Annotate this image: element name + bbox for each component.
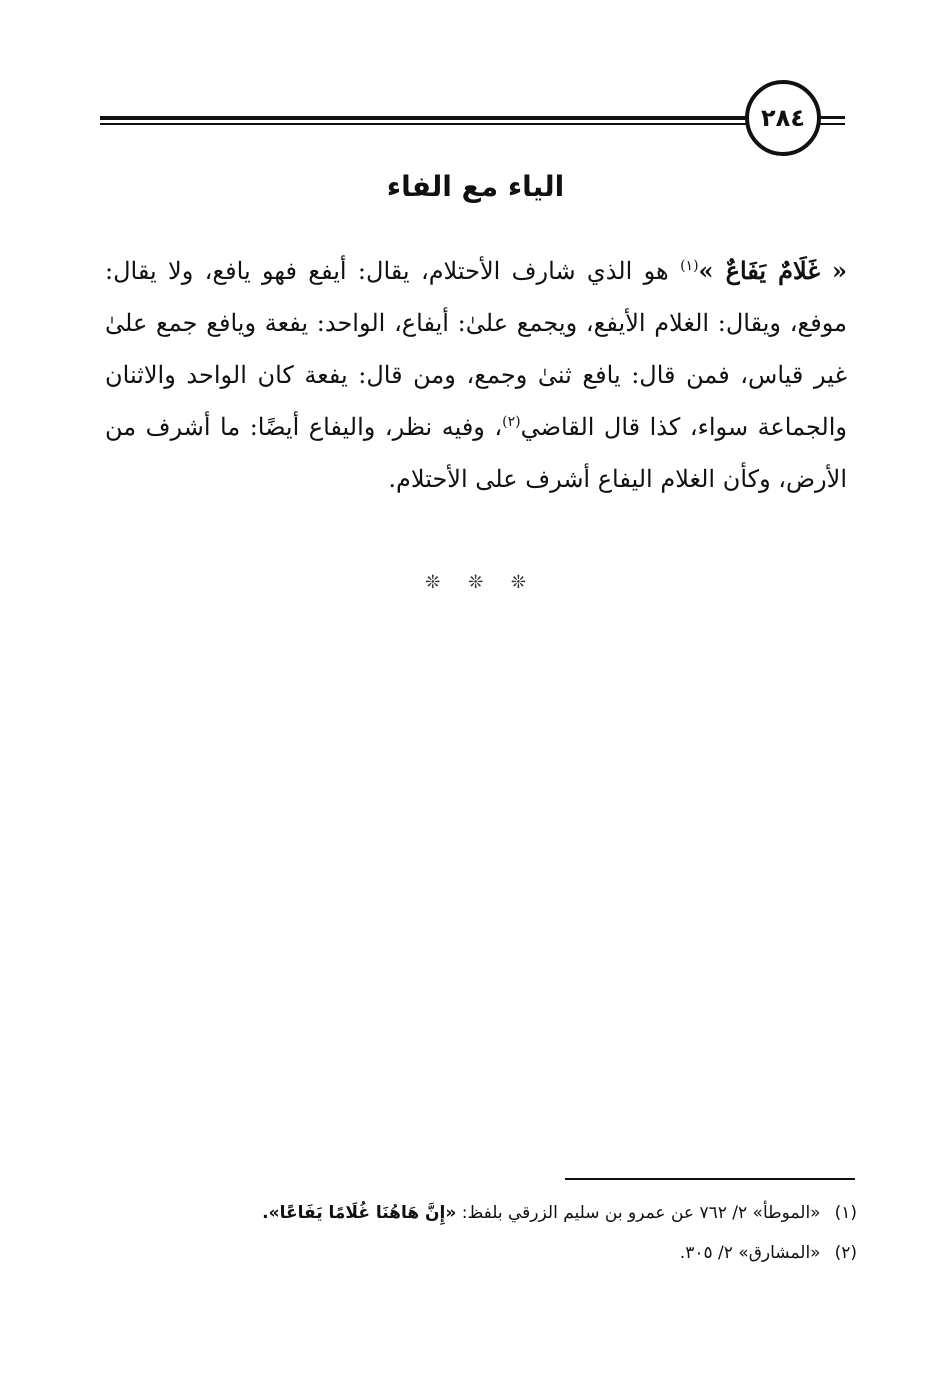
paragraph-text-1: هو الذي شارف الأحتلام، يقال: أيفع فهو يافع، ولا يقال: موفع، ويقال: الغلام الأيفع، ويجمع علىٰ: أيفاع، الواحد: يفعة ويافع جمع علىٰ غير قياس، فمن قال: يافع ثنىٰ وجمع، ومن قال: يفعة كان الواحد والاثنان والجماعة سواء، كذا قال القاضي: [105, 257, 847, 441]
footnote-citation: «الموطأ» ٢/ ٧٦٢ عن عمرو بن سليم الزرقي بلفظ:: [456, 1203, 821, 1223]
header-rule-thick: [100, 116, 760, 120]
footnote-text: «المشارق» ٢/ ٣٠٥.: [679, 1243, 821, 1263]
footnote-number: (١): [834, 1203, 857, 1223]
footnote-ref-1[interactable]: (١): [680, 258, 699, 274]
footnote-text: [262, 1193, 820, 1233]
page-header: [100, 80, 845, 160]
footnote-2: [100, 1233, 857, 1273]
paragraph-text-2: ، وفيه نظر، واليفاع أيضًا: ما أشرف من الأرض، وكأن الغلام اليفاع أشرف على الأحتلام.: [105, 413, 847, 493]
section-title: الياء مع الفاء: [386, 170, 565, 203]
footnotes: [100, 1193, 857, 1273]
footnote-1: [100, 1193, 857, 1233]
footnote-ref-2[interactable]: (٢): [502, 414, 521, 430]
footnote-number: (٢): [834, 1243, 857, 1263]
section-separator: ❊ ❊ ❊: [425, 572, 526, 593]
footnote-rule: [565, 1178, 855, 1180]
lemma: « غَلَامٌ يَفَاعٌ »: [698, 256, 847, 285]
header-rule-thin: [100, 123, 760, 125]
body-paragraph: [105, 245, 847, 505]
page-number: ٢٨٤: [745, 80, 821, 156]
footnote-quote: «إِنَّ هَاهُنَا غُلَامًا يَفَاعًا».: [262, 1203, 457, 1223]
